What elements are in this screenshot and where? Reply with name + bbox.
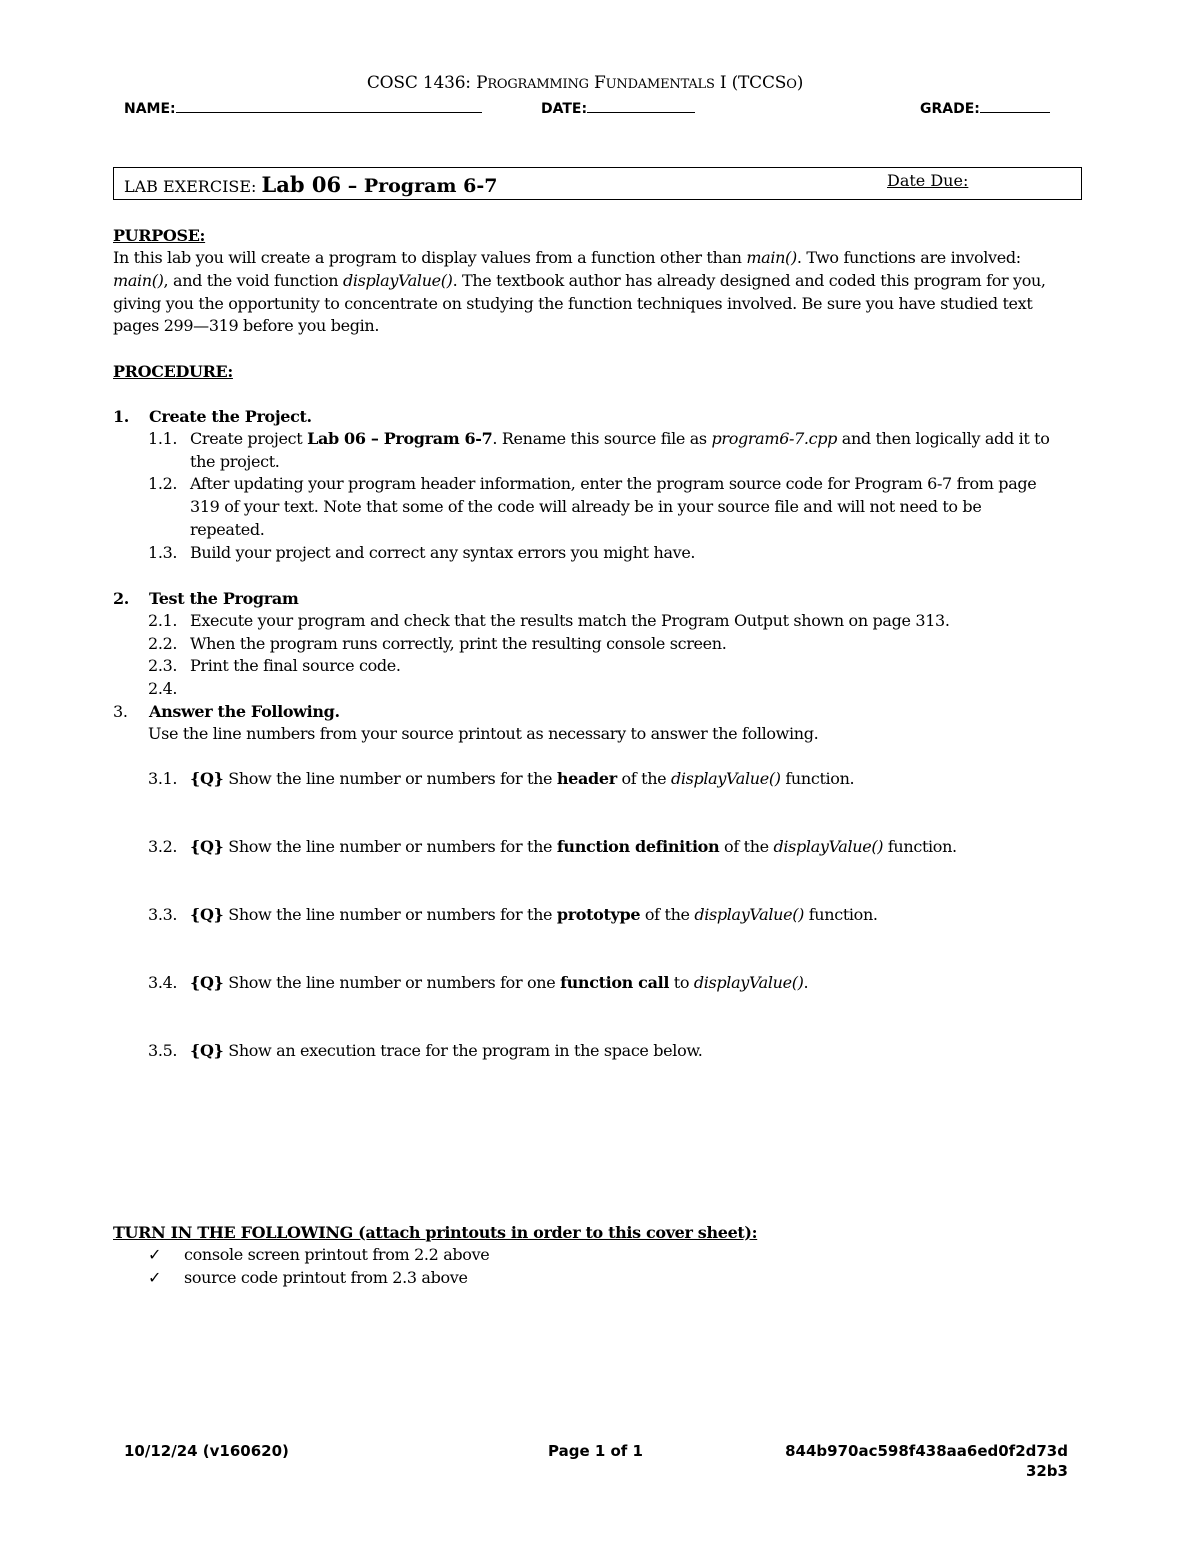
text-bold: Lab 06 – Program 6-7 <box>307 429 493 448</box>
purpose-line-2 <box>113 271 1046 290</box>
text-italic: displayValue() <box>693 973 804 992</box>
turn-in-item-text: source code printout from 2.3 above <box>184 1268 468 1287</box>
grade-field[interactable] <box>920 98 1050 117</box>
step-3 <box>113 702 340 721</box>
text: . Rename this source file as <box>492 429 712 448</box>
title-smallcaps: O <box>786 77 797 92</box>
course-code: COSC 1436: <box>366 73 471 93</box>
date-line[interactable] <box>587 98 695 113</box>
text: Execute your program and check that the results match the Program Output shown on page 313. <box>190 611 950 630</box>
text: and then logically add it to <box>837 429 1050 448</box>
question-3-5 <box>148 1041 703 1060</box>
step-2-4 <box>148 679 190 698</box>
turn-in-item <box>148 1268 468 1287</box>
text: Build your project and correct any syntax errors you might have. <box>190 543 696 562</box>
checkmark-icon: ✓ <box>148 1268 162 1287</box>
text-italic: displayValue() <box>773 837 884 856</box>
text: In this lab you will create a program to display values from a function other than <box>113 248 747 267</box>
text-italic: program6-7.cpp <box>711 429 838 448</box>
purpose-heading: PURPOSE: <box>113 226 206 245</box>
text: of the <box>640 905 695 924</box>
purpose-line-4: pages 299—319 before you begin. <box>113 316 380 335</box>
text-italic: displayValue() <box>342 271 453 290</box>
text-italic: main() <box>113 271 164 290</box>
course-title <box>0 73 1170 93</box>
title-letter: P <box>476 73 488 93</box>
grade-label: GRADE: <box>920 101 980 117</box>
lab-dash: – <box>341 175 364 197</box>
text: . <box>803 973 809 992</box>
text: function. <box>803 905 878 924</box>
name-field[interactable] <box>124 98 482 117</box>
step-1 <box>113 407 312 426</box>
step-number: 3.4. <box>148 973 178 992</box>
date-label: DATE: <box>541 101 588 117</box>
lab-program: Program 6-7 <box>363 175 498 197</box>
step-2-1 <box>148 611 950 630</box>
text: Show the line number or numbers for the <box>223 837 557 856</box>
step-number: 1.2. <box>148 474 178 493</box>
step-title: Create the Project. <box>149 407 312 426</box>
question-tag: {Q} <box>190 973 224 992</box>
title-close: ) <box>796 73 804 93</box>
title-letter: F <box>588 73 606 93</box>
turn-in-heading: TURN IN THE FOLLOWING (attach printouts in order to this cover sheet): <box>113 1223 758 1242</box>
text: When the program runs correctly, print the resulting console screen. <box>190 634 727 653</box>
step-1-1-cont: the project. <box>190 452 280 471</box>
step-number: 3. <box>113 702 128 721</box>
turn-in-item <box>148 1245 489 1264</box>
text-bold: function definition <box>556 837 720 856</box>
purpose-line-3: giving you the opportunity to concentrate on studying the function techniques involved. Be sure you have studied text <box>113 294 1033 313</box>
step-number: 1. <box>113 407 130 426</box>
question-tag: {Q} <box>190 1041 224 1060</box>
text-italic: main() <box>746 248 797 267</box>
text: Show an execution trace for the program in the space below. <box>223 1041 703 1060</box>
step-2-3 <box>148 656 401 675</box>
step-1-2-cont: repeated. <box>190 520 265 539</box>
lab-name: Lab 06 <box>261 172 342 197</box>
text: . The textbook author has already designed and coded this program for you, <box>452 271 1046 290</box>
step-3-instructions: Use the line numbers from your source printout as necessary to answer the following. <box>148 724 819 743</box>
step-number: 3.5. <box>148 1041 178 1060</box>
title-rest: I (TCCS <box>714 73 787 93</box>
step-number: 1.1. <box>148 429 178 448</box>
text: of the <box>719 837 774 856</box>
procedure-heading: PROCEDURE: <box>113 362 233 381</box>
text: After updating your program header information, enter the program source code for Program 6-7 from page <box>190 474 1037 493</box>
lab-exercise-label: LAB EXERCISE: <box>124 177 262 196</box>
step-number: 2.1. <box>148 611 178 630</box>
question-3-4 <box>148 973 808 992</box>
step-number: 2. <box>113 589 130 608</box>
text: Print the final source code. <box>190 656 401 675</box>
step-number: 3.1. <box>148 769 178 788</box>
text: function. <box>883 837 957 856</box>
turn-in-item-text: console screen printout from 2.2 above <box>184 1245 490 1264</box>
text-italic: displayValue() <box>694 905 804 924</box>
checkmark-icon: ✓ <box>148 1245 162 1264</box>
step-1-2-cont: 319 of your text. Note that some of the code will already be in your source file and will not need to be <box>190 497 982 516</box>
step-title: Test the Program <box>149 589 299 608</box>
date-field[interactable] <box>541 98 695 117</box>
step-2-2 <box>148 634 726 653</box>
name-label: NAME: <box>124 101 176 117</box>
question-3-3 <box>148 905 878 924</box>
name-line[interactable] <box>176 98 482 113</box>
text: Show the line number or numbers for one <box>223 973 561 992</box>
text-italic: displayValue() <box>671 769 781 788</box>
question-3-1 <box>148 769 854 788</box>
footer-date: 10/12/24 (v160620) <box>124 1442 289 1460</box>
text-bold: prototype <box>556 905 641 924</box>
step-2 <box>113 589 298 608</box>
text: , and the void function <box>163 271 343 290</box>
question-tag: {Q} <box>190 905 224 924</box>
question-tag: {Q} <box>190 837 224 856</box>
text: Show the line number or numbers for the <box>223 905 557 924</box>
step-1-1 <box>148 429 1050 448</box>
text: to <box>669 973 694 992</box>
text: function. <box>780 769 855 788</box>
lab-exercise-title <box>124 172 497 197</box>
grade-line[interactable] <box>980 98 1050 113</box>
purpose-line-1 <box>113 248 1021 267</box>
step-number: 3.3. <box>148 905 178 924</box>
footer-hash: 844b970ac598f438aa6ed0f2d73d <box>785 1442 1068 1460</box>
step-number: 1.3. <box>148 543 178 562</box>
step-number: 2.4. <box>148 679 178 698</box>
title-smallcaps: UNDAMENTALS <box>605 77 715 92</box>
question-tag: {Q} <box>190 769 224 788</box>
step-number: 2.3. <box>148 656 178 675</box>
question-3-2 <box>148 837 957 856</box>
text-bold: function call <box>560 973 670 992</box>
lab-exercise-box <box>113 167 1082 200</box>
date-due-label: Date Due: <box>887 171 969 190</box>
step-1-3 <box>148 543 695 562</box>
footer-hash-cont: 32b3 <box>1025 1462 1068 1480</box>
title-smallcaps: ROGRAMMING <box>487 77 589 92</box>
text: . Two functions are involved: <box>796 248 1021 267</box>
step-number: 2.2. <box>148 634 178 653</box>
step-title: Answer the Following. <box>149 702 340 721</box>
step-number: 3.2. <box>148 837 178 856</box>
text-bold: header <box>556 769 617 788</box>
text: Create project <box>190 429 308 448</box>
footer-page-number: Page 1 of 1 <box>548 1442 643 1460</box>
text: Show the line number or numbers for the <box>223 769 557 788</box>
text: of the <box>616 769 671 788</box>
step-1-2 <box>148 474 1036 493</box>
